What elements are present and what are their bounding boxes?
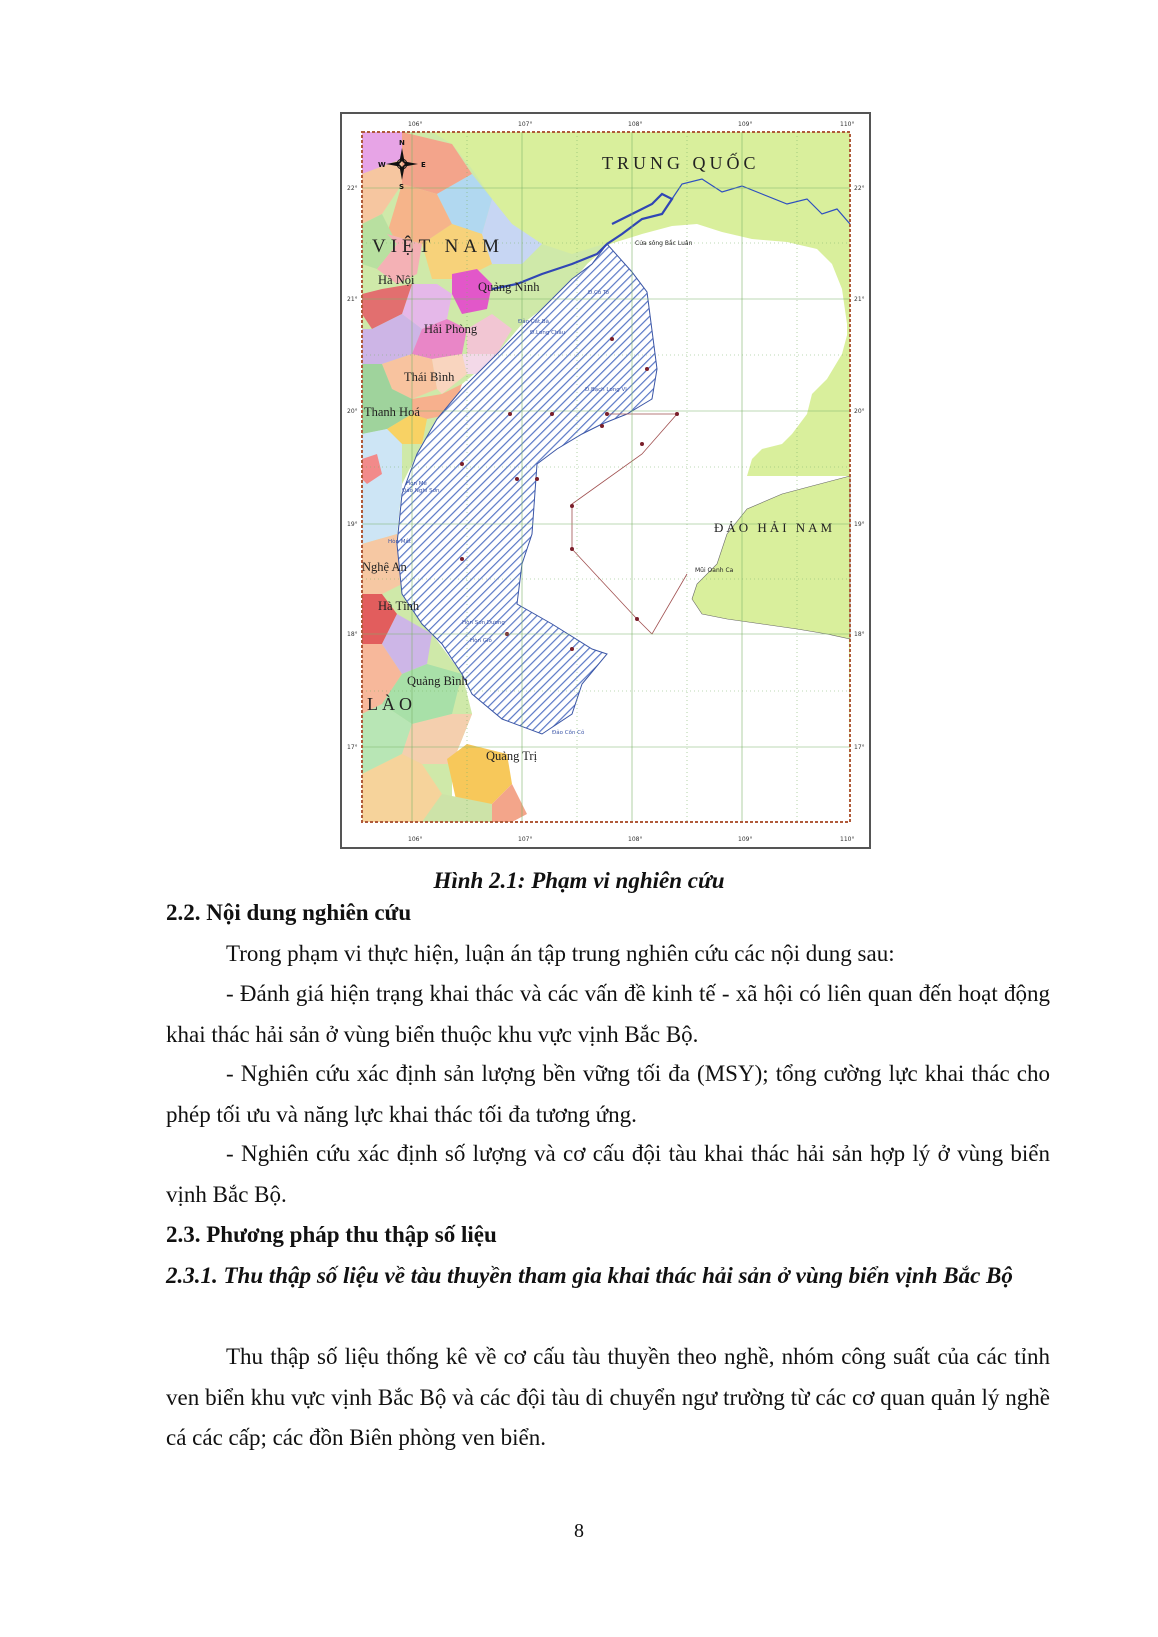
section-heading-2-3: 2.3. Phương pháp thu thập số liệu [166,1222,497,1247]
subsection-heading-2-3-1: 2.3.1. Thu thập số liệu về tàu thuyền tham gia khai thác hải sản ở vùng biển vịnh Bắc Bộ [166,1263,1013,1288]
lon-tick: 110° [840,121,855,128]
label-islet: Đảo Cát Bà [518,319,550,325]
label-hanoi: Hà Nội [378,273,415,287]
lat-tick: 17° [854,744,865,751]
label-quangbinh: Quảng Bình [407,674,468,688]
lat-tick: 20° [854,408,865,415]
label-haiphong: Hải Phòng [424,322,478,336]
lat-tick: 21° [854,296,865,303]
label-islet: Đảo Nghi Sơn [402,488,440,494]
figure-caption: Hình 2.1: Phạm vi nghiên cứu [433,868,725,893]
label-islet: Hòn Mắt [388,539,412,545]
label-hainan: ĐẢO HẢI NAM [714,520,836,535]
label-cape: Mũi Oanh Ca [695,567,734,574]
label-estuary: Cửa sông Bắc Luân [635,240,693,247]
paragraph: Trong phạm vi thực hiện, luận án tập trung nghiên cứu các nội dung sau: [226,941,895,966]
lon-tick: 108° [628,836,643,843]
label-hatinh: Hà Tĩnh [378,599,420,613]
paragraph: - Nghiên cứu xác định sản lượng bền vững tối đa (MSY); tổng cường lực khai thác cho phép tối ưu và năng lực khai thác tối đa tương ứng. [166,1061,1050,1127]
label-islet: Hòn Sơn Dương [462,620,505,626]
lon-tick: 106° [408,121,423,128]
paragraph: Thu thập số liệu thống kê về cơ cấu tàu thuyền theo nghề, nhóm công suất của các tỉnh ven biển khu vực vịnh Bắc Bộ và các đội tàu di chuyển ngư trường từ các cơ quan quản lý nghề cá các cấp; các đồn Biên phòng ven biển. [166,1344,1050,1450]
label-islet: Hòn Gió [470,638,492,644]
svg-text:W: W [378,161,386,169]
label-vietnam: VIỆT NAM [372,236,505,257]
svg-text:S: S [399,183,405,191]
label-islet: Đảo Cồn Cỏ [552,730,585,736]
lon-tick: 109° [738,836,753,843]
label-quangninh: Quảng Ninh [478,280,540,294]
label-thanhhoa: Thanh Hoá [364,405,420,419]
page-number: 8 [574,1520,584,1542]
lat-tick: 20° [347,408,358,415]
label-laos: LÀO [367,694,416,714]
lat-tick: 21° [347,296,358,303]
label-islet: Đ.Bạch Long Vĩ [585,387,627,393]
label-islet: Đ.Cô Tô [588,290,609,296]
lon-tick: 110° [840,836,855,843]
study-area-map [340,112,871,849]
label-china: TRUNG QUỐC [602,153,760,173]
svg-text:N: N [399,139,405,147]
label-nghean: Nghệ An [362,560,407,574]
lon-tick: 106° [408,836,423,843]
label-islet: Đ.Long Châu [530,330,566,336]
lat-tick: 22° [347,185,358,192]
lat-tick: 18° [854,631,865,638]
map-canvas [342,114,869,847]
label-quangtri: Quảng Trị [486,749,538,763]
lon-tick: 109° [738,121,753,128]
paragraph: - Nghiên cứu xác định số lượng và cơ cấu đội tàu khai thác hải sản hợp lý ở vùng biển vịnh Bắc Bộ. [166,1141,1050,1207]
lat-tick: 17° [347,744,358,751]
lat-tick: 22° [854,185,865,192]
lon-tick: 107° [518,121,533,128]
svg-text:E: E [421,161,426,169]
lon-tick: 107° [518,836,533,843]
lon-tick: 108° [628,121,643,128]
lat-tick: 18° [347,631,358,638]
label-thaibinh: Thái Bình [404,370,455,384]
lat-tick: 19° [347,521,358,528]
label-islet: Hòn Mê [406,481,427,487]
lat-tick: 19° [854,521,865,528]
paragraph: - Đánh giá hiện trạng khai thác và các vấn đề kinh tế - xã hội có liên quan đến hoạt động khai thác hải sản ở vùng biển thuộc khu vực vịnh Bắc Bộ. [166,981,1050,1047]
section-heading-2-2: 2.2. Nội dung nghiên cứu [166,900,412,925]
